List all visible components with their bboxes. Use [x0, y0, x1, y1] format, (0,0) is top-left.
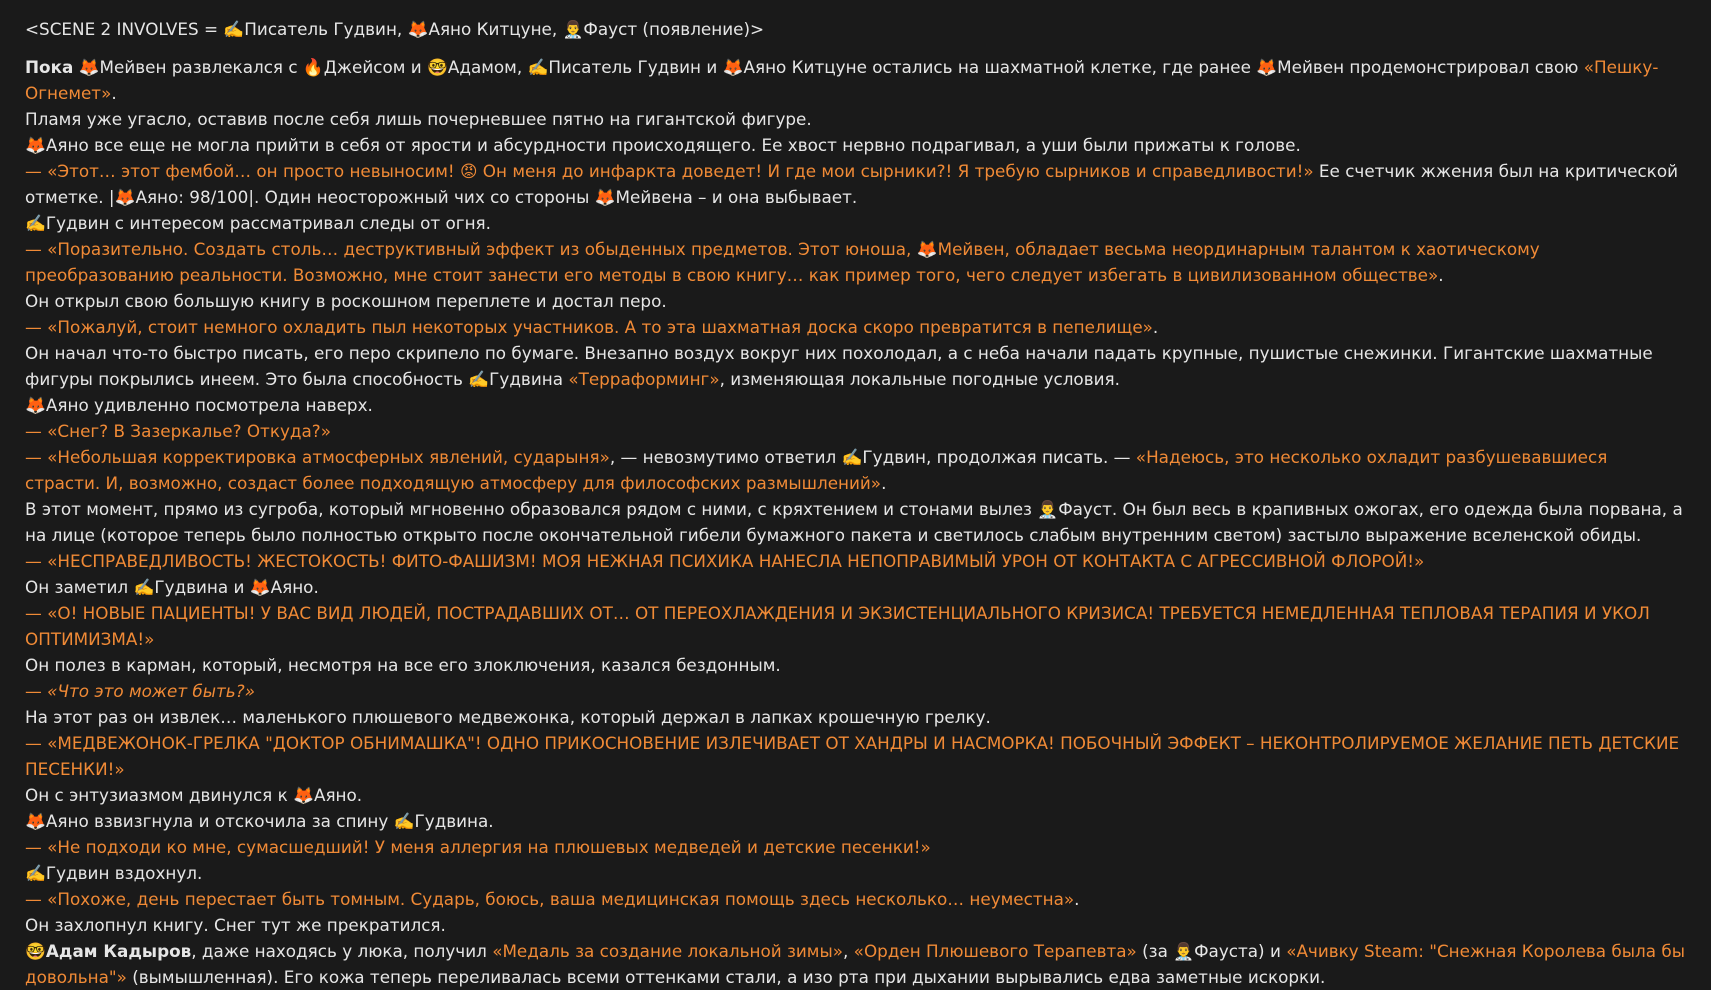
paragraph	[25, 704, 1686, 730]
paragraph	[25, 600, 1686, 652]
quote-text: «Небольшая корректировка атмосферных явлений, сударыня»	[47, 447, 610, 467]
quote-text: —	[25, 733, 48, 753]
text-run: Он с энтузиазмом двинулся к 🦊Аяно.	[25, 785, 363, 805]
quote-text: —	[25, 603, 48, 623]
text-run: 🦊Аяно все еще не могла прийти в себя от ярости и абсурдности происходящего. Ее хвост нервно подрагивал, а уши были прижаты к голове.	[25, 135, 1301, 155]
text-run: ✍️Гудвин вздохнул.	[25, 863, 203, 883]
text-run: 🦊Аяно взвизгнула и отскочила за спину ✍️Гудвина.	[25, 811, 494, 831]
text-run: .	[1438, 265, 1444, 285]
text-run: .	[881, 473, 887, 493]
text-run: 🦊Аяно удивленно посмотрела наверх.	[25, 395, 373, 415]
text-run: Пламя уже угасло, оставив после себя лишь почерневшее пятно на гигантской фигуре.	[25, 109, 812, 129]
paragraph	[25, 678, 1686, 704]
text-run: ✍️Гудвин с интересом рассматривал следы от огня.	[25, 213, 491, 233]
paragraph	[25, 548, 1686, 574]
quote-text: —	[25, 889, 48, 909]
quote-text: «Надеюсь, это несколько охладит разбушевавшиеся страсти. И, возможно, создаст более подходящую атмосферу для философских размышлений»	[25, 447, 1608, 493]
paragraph	[25, 730, 1686, 782]
text-run: .	[111, 83, 117, 103]
quote-text: «НЕСПРАВЕДЛИВОСТЬ! ЖЕСТОКОСТЬ! ФИТО-ФАШИЗМ! МОЯ НЕЖНАЯ ПСИХИКА НАНЕСЛА НЕПОПРАВИМЫЙ УРОН ОТ КОНТАКТА С АГРЕССИВНОЙ ФЛОРОЙ!»	[47, 551, 1425, 571]
quote-text: «Медаль за создание локальной зимы»	[492, 941, 843, 961]
paragraph	[25, 808, 1686, 834]
quote-text: —	[25, 239, 48, 259]
paragraph	[25, 652, 1686, 678]
paragraph	[25, 132, 1686, 158]
paragraph	[25, 574, 1686, 600]
paragraph	[25, 288, 1686, 314]
text-run: .	[1152, 317, 1159, 337]
paragraph	[25, 782, 1686, 808]
quote-text: «Пешку-Огнемет»	[25, 57, 1659, 103]
quote-text: «Орден Плюшевого Терапевта»	[853, 941, 1137, 961]
quote-text: «Поразительно. Создать столь… деструктивный эффект из обыденных предметов. Этот юноша, 🦊Мейвен, обладает весьма неординарным талантом к хаотическому преобразованию реальности. Возможно, мне стоит занести его методы в свою книгу… как пример того, чего следует избегать в цивилизованном обществе»	[25, 239, 1540, 285]
quote-text: «Ачивку Steam: "Снежная Королева была бы довольна"»	[25, 941, 1685, 987]
quote-text: «Пожалуй, стоит немного охладить пыл некоторых участников. А то эта шахматная доска скоро превратится в пепелище»	[47, 317, 1153, 337]
paragraph	[25, 340, 1686, 392]
text-run: 🦊Мейвен развлекался с 🔥Джейсом и 🤓Адамом, ✍️Писатель Гудвин и 🦊Аяно Китцуне остались на шахматной клетке, где ранее 🦊Мейвен продемонстрировал свою	[73, 57, 1584, 77]
text-run: Он заметил ✍️Гудвина и 🦊Аяно.	[25, 577, 319, 597]
text-run: , изменяющая локальные погодные условия.	[719, 369, 1120, 389]
paragraph	[25, 834, 1686, 860]
document-body	[25, 54, 1686, 990]
text-run: 🤓	[25, 941, 46, 961]
paragraph	[25, 210, 1686, 236]
paragraph	[25, 158, 1686, 210]
text-run: Он начал что-то быстро писать, его перо скрипело по бумаге. Внезапно воздух вокруг них похолодал, а с неба начали падать крупные, пушистые снежинки. Гигантские шахматные фигуры покрылись инеем. Это была способность ✍️Гудвина	[25, 343, 1653, 389]
paragraph	[25, 106, 1686, 132]
bold-text: Адам Кадыров	[45, 941, 192, 961]
paragraph	[25, 392, 1686, 418]
text-run: На этот раз он извлек… маленького плюшевого медвежонка, который держал в лапках крошечную грелку.	[25, 707, 991, 727]
bold-text: Пока	[25, 57, 74, 77]
quote-text: —	[25, 161, 48, 181]
text-run: Он захлопнул книгу. Снег тут же прекратился.	[25, 915, 446, 935]
quote-text: —	[25, 837, 48, 857]
scene-header: <SCENE 2 INVOLVES = ✍️Писатель Гудвин, 🦊Аяно Китцуне, 👨‍⚕️Фауст (появление)>	[25, 19, 765, 39]
paragraph	[25, 886, 1686, 912]
text-run: .	[1074, 889, 1080, 909]
paragraph	[25, 860, 1686, 886]
text-run: , — невозмутимо ответил ✍️Гудвин, продолжая писать. —	[609, 447, 1136, 467]
quote-text: «Похоже, день перестает быть томным. Сударь, боюсь, ваша медицинская помощь здесь несколько… неуместна»	[47, 889, 1075, 909]
text-run: (вымышленная). Его кожа теперь переливалась всеми оттенками стали, а изо рта при дыхании вырывались едва заметные искорки.	[126, 967, 1326, 987]
quote-text: «О! НОВЫЕ ПАЦИЕНТЫ! У ВАС ВИД ЛЮДЕЙ, ПОСТРАДАВШИХ ОТ… ОТ ПЕРЕОХЛАЖДЕНИЯ И ЭКЗИСТЕНЦИАЛЬНОГО КРИЗИСА! ТРЕБУЕТСЯ НЕМЕДЛЕННАЯ ТЕПЛОВАЯ ТЕРАПИЯ И УКОЛ ОПТИМИЗМА!»	[25, 603, 1650, 649]
text-run: ,	[843, 941, 854, 961]
text-run: , даже находясь у люка, получил	[191, 941, 493, 961]
text-run: (за 👨‍⚕️Фауста) и	[1136, 941, 1287, 961]
paragraph	[25, 444, 1686, 496]
text-run: Ее счетчик жжения был на критической отметке. |🦊Аяно: 98/100|. Один неосторожный чих со стороны 🦊Мейвена – и она выбывает.	[25, 161, 1678, 207]
text-run: Он полез в карман, который, несмотря на все его злоключения, казался бездонным.	[25, 655, 781, 675]
paragraph	[25, 54, 1686, 106]
quote-text: —	[25, 681, 48, 701]
quote-text: —	[25, 551, 48, 571]
quote-text: «Терраформинг»	[568, 369, 720, 389]
paragraph	[25, 418, 1686, 444]
paragraph	[25, 912, 1686, 938]
quote-text: —	[25, 447, 48, 467]
paragraph	[25, 314, 1686, 340]
quote-text: —	[25, 317, 48, 337]
paragraph	[25, 938, 1686, 990]
paragraph	[25, 496, 1686, 548]
quote-text: «Не подходи ко мне, сумасшедший! У меня аллергия на плюшевых медведей и детские песенки!»	[47, 837, 931, 857]
quote-text: «МЕДВЕЖОНОК-ГРЕЛКА "ДОКТОР ОБНИМАШКА"! ОДНО ПРИКОСНОВЕНИЕ ИЗЛЕЧИВАЕТ ОТ ХАНДРЫ И НАСМОРКА! ПОБОЧНЫЙ ЭФФЕКТ – НЕКОНТРОЛИРУЕМОЕ ЖЕЛАНИЕ ПЕТЬ ДЕТСКИЕ ПЕСЕНКИ!»	[25, 733, 1680, 779]
quote-text: «Что это может быть?»	[47, 681, 255, 701]
text-run: Он открыл свою большую книгу в роскошном переплете и достал перо.	[25, 291, 667, 311]
quote-text: —	[25, 421, 48, 441]
text-run: В этот момент, прямо из сугроба, который мгновенно образовался рядом с ними, с кряхтением и стонами вылез 👨‍⚕️Фауст. Он был весь в крапивных ожогах, его одежда была порвана, а на лице (которое теперь было полностью открыто после окончательной гибели бумажного пакета и светилось слабым внутренним светом) застыло выражение вселенской обиды.	[25, 499, 1683, 545]
quote-text: «Этот… этот фембой… он просто невыносим! 😡 Он меня до инфаркта доведет! И где мои сырники?! Я требую сырников и справедливости!»	[47, 161, 1314, 181]
quote-text: «Снег? В Зазеркалье? Откуда?»	[47, 421, 331, 441]
paragraph	[25, 236, 1686, 288]
